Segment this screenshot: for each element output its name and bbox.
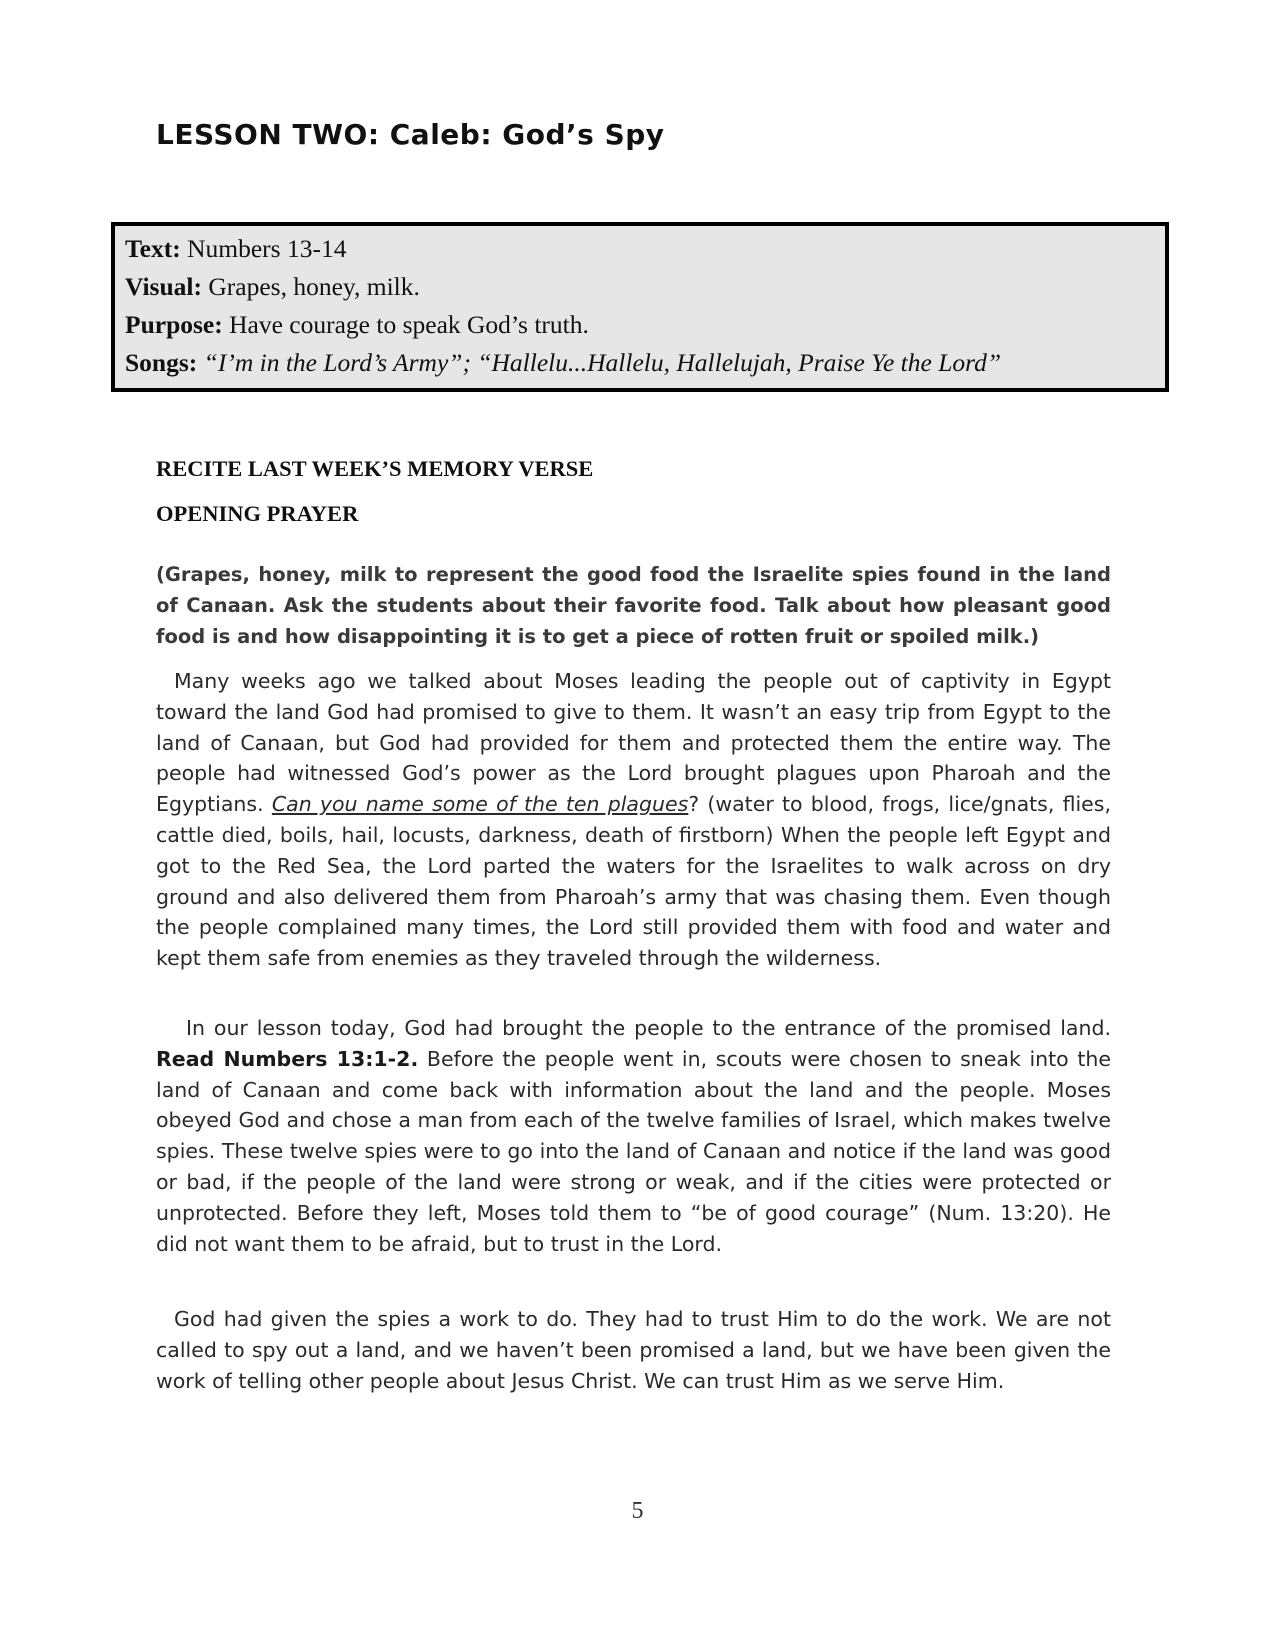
lesson-info-box xyxy=(111,222,1169,392)
page-number: 5 xyxy=(631,1498,644,1524)
paragraph-trust: God had given the spies a work to do. They had to trust Him to do the work. We are not called to spy out a land, and we haven’t been promised a land, but we have been given the work of telling other people about Jesus Christ. We can trust Him as we serve Him. xyxy=(156,1307,1111,1393)
recite-heading: RECITE LAST WEEK’S MEMORY VERSE xyxy=(156,456,594,481)
purpose-label: Purpose: xyxy=(125,310,223,339)
paragraph-moses-text-start: Many weeks ago we talked about Moses leading the people out of captivity in Egypt toward the land God had promised to give to them. It wasn’t an easy trip from Egypt to the land of Canaan, but God had provided for them and protected them the entire way. The people had witnessed God’s power as the Lord brought plagues upon Pharoah and the Egyptians. xyxy=(156,669,1111,817)
songs-row xyxy=(125,344,1165,382)
paragraph-moses xyxy=(156,666,1111,974)
songs-value: “I’m in the Lord’s Army”; “Hallelu...Hallelu, Hallelujah, Praise Ye the Lord” xyxy=(203,348,1002,377)
purpose-value: Have courage to speak God’s truth. xyxy=(229,310,589,339)
visual-row xyxy=(125,268,1165,306)
prayer-heading: OPENING PRAYER xyxy=(156,501,359,526)
read-numbers-instruction: Read Numbers 13:1-2. xyxy=(156,1046,419,1071)
visual-label: Visual: xyxy=(125,272,202,301)
paragraph-spies-text-end: Before the people went in, scouts were chosen to sneak into the land of Canaan and come back with information about the land and the people. Moses obeyed God and chose a man from each of the twelve families of Israel, which makes twelve spies. These twelve spies were to go into the land of Canaan and notice if the land was good or bad, if the people of the land were strong or weak, and if the cities were protected or unprotected. Before they left, Moses told them to “be of good courage” (Num. 13:20). He did not want them to be afraid, but to trust in the Lord. xyxy=(156,1046,1111,1256)
songs-label: Songs: xyxy=(125,348,198,377)
text-row xyxy=(125,230,1165,268)
text-value: Numbers 13-14 xyxy=(187,234,347,263)
teacher-note: (Grapes, honey, milk to represent the good food the Israelite spies found in the land of Canaan. Ask the students about their favorite food. Talk about how pleasant good food is and how disappointing it is to get a piece of rotten fruit or spoiled milk.) xyxy=(156,563,1111,648)
text-label: Text: xyxy=(125,234,181,263)
paragraph-spies xyxy=(156,1013,1111,1259)
lesson-title: LESSON TWO: Caleb: God’s Spy xyxy=(156,118,665,151)
purpose-row xyxy=(125,306,1165,344)
paragraph-moses-text-end: ? (water to blood, frogs, lice/gnats, flies, cattle died, boils, hail, locusts, darkness, death of firstborn) When the people left Egypt and got to the Red Sea, the Lord parted the waters for the Israelites to walk across on dry ground and also delivered them from Pharoah’s army that was chasing them. Even though the people complained many times, the Lord still provided them with food and water and kept them safe from enemies as they traveled through the wilderness. xyxy=(156,792,1111,971)
plagues-question: Can you name some of the ten plagues xyxy=(271,792,689,817)
visual-value: Grapes, honey, milk. xyxy=(208,272,420,301)
paragraph-spies-text-start: In our lesson today, God had brought the people to the entrance of the promised land. xyxy=(186,1016,1111,1040)
